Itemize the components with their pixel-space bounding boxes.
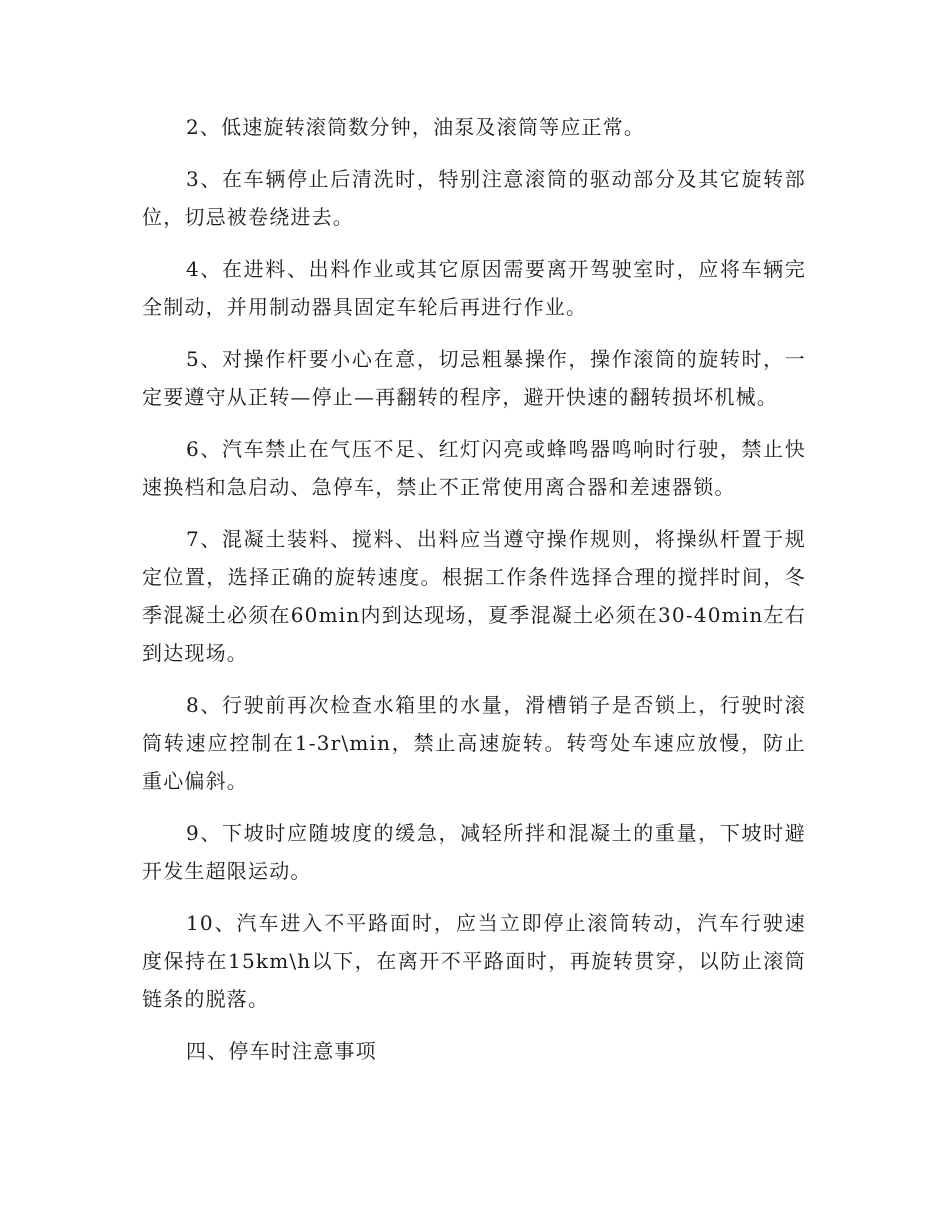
paragraph-3: 3、在车辆停止后清洗时，特别注意滚筒的驱动部分及其它旋转部位，切忌被卷绕进去。 (142, 167, 806, 229)
section-heading: 四、停车时注意事项 (186, 1039, 377, 1063)
paragraph-7: 7、混凝土装料、搅料、出料应当遵守操作规则，将操纵杆置于规定位置，选择正确的旋转速度。根据工作条件选择合理的搅拌时间，冬季混凝土必须在60min内到达现场，夏季混凝土必须在30-40min左右到达现场。 (142, 527, 806, 665)
paragraph-9: 9、下坡时应随坡度的缓急，减轻所拌和混凝土的重量，下坡时避开发生超限运动。 (142, 821, 806, 883)
paragraph-2: 2、低速旋转滚筒数分钟，油泵及滚筒等应正常。 (186, 115, 646, 139)
paragraph-8: 8、行驶前再次检查水箱里的水量，滑槽销子是否锁上，行驶时滚筒转速应控制在1-3r\min，禁止高速旋转。转弯处车速应放慢，防止重心偏斜。 (142, 693, 806, 793)
paragraph-6: 6、汽车禁止在气压不足、红灯闪亮或蜂鸣器鸣响时行驶，禁止快速换档和急启动、急停车，禁止不正常使用离合器和差速器锁。 (142, 437, 806, 499)
paragraph-5: 5、对操作杆要小心在意，切忌粗暴操作，操作滚筒的旋转时，一定要遵守从正转—停止—再翻转的程序，避开快速的翻转损坏机械。 (142, 347, 806, 409)
document-body (142, 108, 806, 1070)
paragraph-4: 4、在进料、出料作业或其它原因需要离开驾驶室时，应将车辆完全制动，并用制动器具固定车轮后再进行作业。 (142, 257, 806, 319)
paragraph-10: 10、汽车进入不平路面时，应当立即停止滚筒转动，汽车行驶速度保持在15km\h以下，在离开不平路面时，再旋转贯穿，以防止滚筒链条的脱落。 (142, 911, 806, 1011)
